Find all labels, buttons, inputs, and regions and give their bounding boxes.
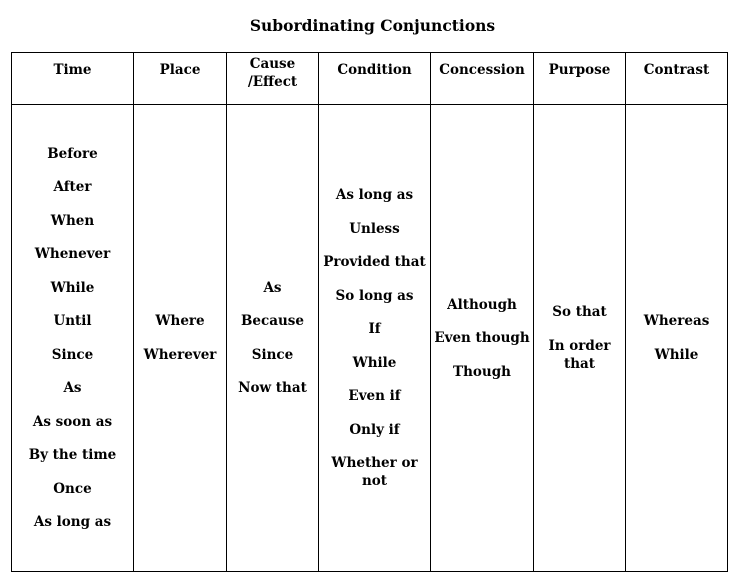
conjunction-item: Although — [447, 296, 517, 313]
conjunction-item: Whereas — [643, 313, 710, 330]
conjunction-item: Since — [251, 346, 294, 363]
conjunction-item: Whenever — [34, 246, 111, 263]
conjunction-item: So long as — [335, 287, 414, 304]
header-cause-effect-label: Cause /Effect — [247, 56, 298, 90]
conjunction-item: Provided that — [323, 254, 426, 270]
header-contrast: Contrast — [626, 53, 728, 105]
conjunction-item: While — [50, 279, 95, 296]
conjunction-item: Now that — [238, 380, 307, 397]
conjunction-item: Even though — [434, 330, 530, 346]
conjunction-item: Where — [155, 313, 205, 330]
conjunction-item: When — [50, 212, 95, 229]
header-concession: Concession — [431, 53, 534, 105]
conjunction-item: While — [352, 354, 397, 371]
cell-time — [12, 105, 134, 572]
conjunction-item: Wherever — [143, 346, 217, 363]
conjunctions-table — [11, 52, 728, 572]
header-purpose: Purpose — [534, 53, 626, 105]
conjunction-item: As soon as — [32, 413, 113, 430]
list-cause-effect — [230, 279, 315, 398]
conjunction-item: Once — [53, 480, 92, 497]
conjunction-item: Until — [53, 313, 92, 330]
conjunction-item: If — [368, 321, 381, 337]
header-place: Place — [134, 53, 227, 105]
conjunction-item: As — [63, 380, 82, 397]
conjunction-item: Even if — [348, 388, 401, 404]
conjunction-item: By the time — [28, 447, 117, 464]
list-contrast — [629, 312, 724, 364]
conjunction-item: Because — [241, 313, 304, 330]
table-body-row — [12, 105, 728, 572]
cell-place — [134, 105, 227, 572]
conjunction-item: So that — [552, 304, 607, 321]
cell-concession — [431, 105, 534, 572]
conjunction-item: As long as — [33, 514, 112, 531]
cell-cause-effect — [227, 105, 319, 572]
list-place — [137, 312, 223, 364]
cell-purpose — [534, 105, 626, 572]
conjunction-item: As — [263, 279, 282, 296]
conjunction-item: As long as — [335, 187, 414, 203]
list-time — [15, 145, 130, 532]
header-time: Time — [12, 53, 134, 105]
conjunction-item: In order that — [548, 337, 611, 372]
conjunction-item: Though — [453, 363, 511, 380]
conjunction-item: Unless — [349, 220, 400, 237]
conjunction-item: After — [53, 179, 92, 196]
header-condition: Condition — [319, 53, 431, 105]
cell-contrast — [626, 105, 728, 572]
conjunction-item: Before — [47, 145, 98, 162]
document-title: Subordinating Conjunctions — [249, 16, 496, 35]
conjunction-item: Only if — [349, 421, 400, 438]
conjunction-item: Since — [51, 346, 94, 363]
list-concession — [434, 296, 530, 381]
list-purpose — [537, 303, 622, 373]
conjunction-item: While — [654, 346, 699, 363]
cell-condition — [319, 105, 431, 572]
list-condition — [322, 186, 427, 490]
table-header-row — [12, 53, 728, 105]
conjunction-item: Whether or not — [331, 455, 418, 489]
header-cause-effect — [227, 53, 319, 105]
